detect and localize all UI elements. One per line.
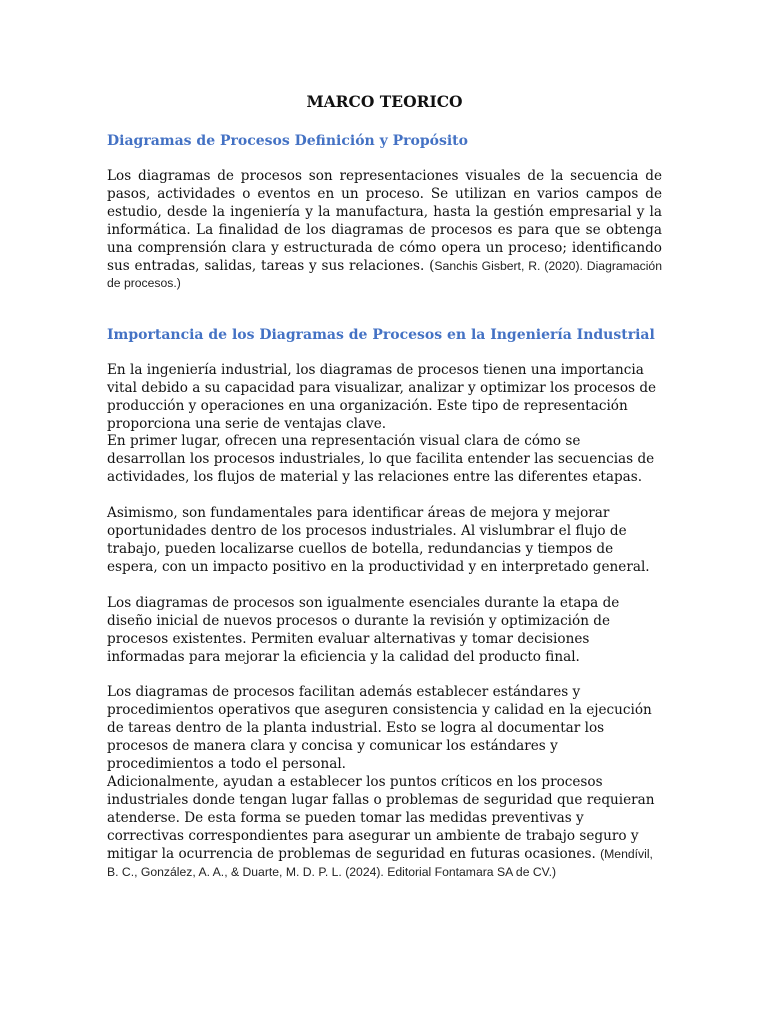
paragraph-importancia-1: En la ingeniería industrial, los diagramas de procesos tienen una importancia vital debido a su capacidad para visualizar, analizar y optimizar los procesos de producción y operaciones en una organización. Este tipo de representación proporciona una serie de ventajas clave.	[107, 362, 657, 432]
paragraph-text: Los diagramas de procesos son representaciones visuales de la secuencia de pasos, actividades o eventos en un proceso. Se utilizan en varios campos de estudio, desde la ingeniería y la manufactura, hasta la gestión empresarial y la informática. La finalidad de los diagramas de procesos es para que se obtenga una comprensión clara y estructurada de cómo opera un proceso; identificando sus entradas, salidas, tareas y sus relaciones. (	[107, 168, 662, 274]
paragraph-importancia-5: Los diagramas de procesos facilitan además establecer estándares y procedimientos operativos que aseguren consistencia y calidad en la ejecución de tareas dentro de la planta industrial. Esto se logra al documentar los procesos de manera clara y concisa y comunicar los estándares y procedimientos a todo el personal.	[107, 684, 652, 772]
section-heading-definicion: Diagramas de Procesos Definición y Propósito	[107, 133, 468, 149]
paragraph-importancia-2: En primer lugar, ofrecen una representación visual clara de cómo se desarrollan los procesos industriales, lo que facilita entender las secuencias de actividades, los flujos de material y las relaciones entre las diferentes etapas.	[107, 433, 655, 485]
paragraph-importancia-6	[107, 774, 662, 881]
paragraph-importancia-4: Los diagramas de procesos son igualmente esenciales durante la etapa de diseño inicial de nuevos procesos o durante la revisión y optimización de procesos existentes. Permiten evaluar alternativas y tomar decisiones informadas para mejorar la eficiencia y la calidad del producto final.	[107, 595, 620, 665]
document-title: MARCO TEORICO	[306, 92, 463, 111]
section-heading-importancia: Importancia de los Diagramas de Procesos en la Ingeniería Industrial	[107, 327, 655, 343]
citation-sanchis: Sanchis Gisbert, R. (2020). Diagramación de procesos.)	[107, 258, 662, 291]
citation-mendivil: (Mendívil, B. C., González, A. A., & Duarte, M. D. P. L. (2024). Editorial Fontamara SA de CV.)	[107, 846, 653, 879]
paragraph-text: Adicionalmente, ayudan a establecer los puntos críticos en los procesos industriales donde tengan lugar fallas o problemas de seguridad que requieran atenderse. De esta forma se pueden tomar las medidas preventivas y correctivas correspondientes para asegurar un ambiente de trabajo seguro y mitigar la ocurrencia de problemas de seguridad en futuras ocasiones.	[107, 774, 655, 862]
document-page	[107, 0, 662, 1024]
paragraph-importancia-3: Asimismo, son fundamentales para identificar áreas de mejora y mejorar oportunidades dentro de los procesos industriales. Al vislumbrar el flujo de trabajo, pueden localizarse cuellos de botella, redundancias y tiempos de espera, con un impacto positivo en la productividad y en interpretado general.	[107, 505, 650, 575]
paragraph-definicion	[107, 168, 662, 293]
